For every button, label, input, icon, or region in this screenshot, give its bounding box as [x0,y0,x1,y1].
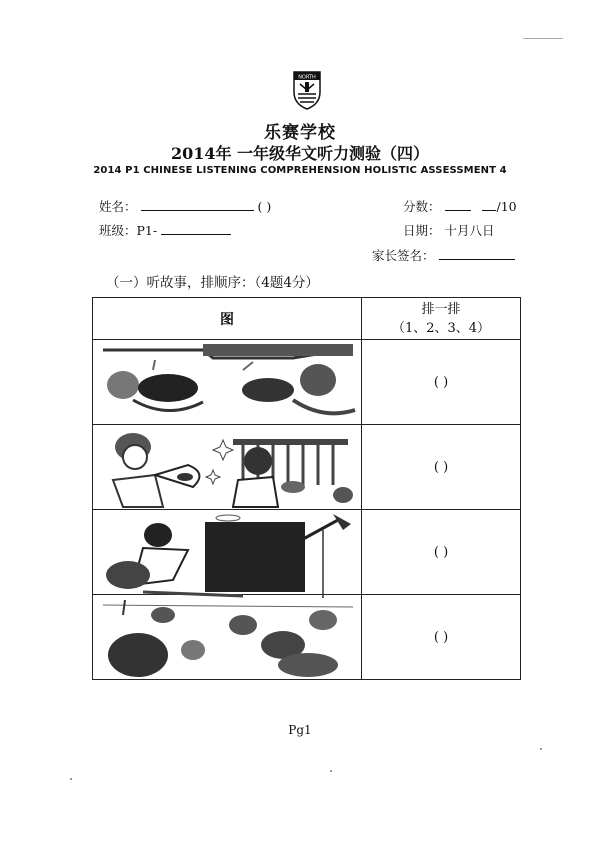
score-field[interactable] [403,197,517,215]
table-header-row [93,298,521,340]
class-label: 班级：P1- [99,223,158,238]
parent-signature-label: 家长签名： [372,248,435,263]
scan-speck [70,778,72,780]
class-input-line[interactable] [161,222,231,235]
date-value: 十月八日 [444,223,495,238]
scan-speck [540,748,542,750]
parent-signature-line[interactable] [439,247,515,260]
picture-1-illustration [93,340,361,424]
exam-subtitle: 2014 P1 CHINESE LISTENING COMPREHENSION HOLISTIC ASSESSMENT 4 [93,165,507,176]
answer-cell[interactable]: ( ) [362,425,521,510]
column-header-order [362,298,521,340]
table-row [93,425,521,510]
parent-signature-field[interactable] [372,246,515,264]
scan-mark [523,38,563,39]
answer-cell[interactable]: ( ) [362,595,521,680]
picture-cell [93,425,362,510]
index-number-paren: ( ) [257,199,272,214]
score-total: /10 [496,199,517,214]
name-label: 姓名： [99,199,137,214]
picture-4-illustration [93,595,361,679]
table-row [93,340,521,425]
table-row [93,510,521,595]
class-field[interactable] [99,221,231,239]
date-field [403,221,495,239]
picture-3-illustration [93,510,361,604]
exam-title: 2014年 一年级华文听力测验（四） [170,144,430,163]
score-input-line[interactable] [445,198,471,211]
score-label: 分数： [403,199,441,214]
table-row [93,595,521,680]
column-header-order-line1: 排一排 [421,301,461,317]
name-input-line[interactable] [141,198,254,211]
picture-cell [93,510,362,595]
scan-speck [330,770,332,772]
crest-text: NORTH [298,74,316,81]
ordering-table [92,297,521,680]
score-input-line-2 [482,198,496,211]
picture-cell [93,595,362,680]
school-crest-icon [292,70,322,110]
picture-cell [93,340,362,425]
answer-cell[interactable]: ( ) [362,340,521,425]
name-field[interactable] [99,197,271,215]
picture-2-illustration [93,425,361,509]
column-header-picture: 图 [93,298,362,340]
answer-cell[interactable]: ( ) [362,510,521,595]
date-label: 日期： [403,223,441,238]
section-title: （一）听故事，排顺序：（4题4分） [106,275,319,291]
page-number: Pg1 [288,723,312,737]
column-header-order-line2: （1、2、3、4） [391,320,491,336]
school-name: 乐赛学校 [264,123,336,143]
